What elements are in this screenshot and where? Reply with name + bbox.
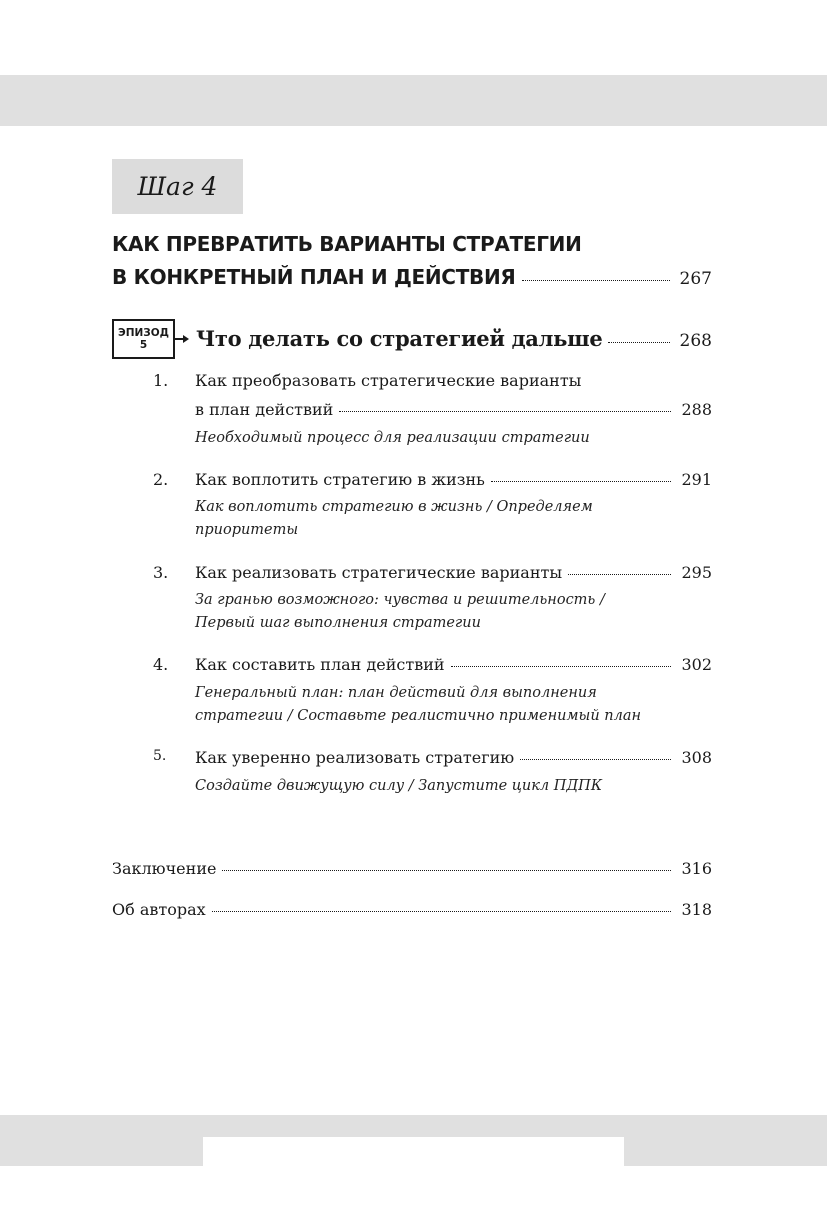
- episode-entry[interactable]: [196, 326, 712, 351]
- item-title: Как реализовать стратегические варианты: [195, 563, 563, 582]
- page-number: 288: [681, 400, 712, 419]
- entry-title: Заключение: [112, 859, 217, 878]
- toc-entry[interactable]: [195, 655, 712, 674]
- episode-badge: [112, 319, 175, 359]
- leader-dots: [212, 911, 672, 912]
- item-subtitle: стратегии / Составьте реалистично применимый план: [195, 708, 642, 724]
- page-number: 267: [679, 269, 712, 289]
- page-number: 291: [681, 470, 712, 489]
- toc-entry[interactable]: [195, 563, 712, 582]
- leader-dots: [222, 870, 671, 871]
- toc-entry-authors[interactable]: [112, 900, 712, 919]
- episode-badge-word: ЭПИЗОД: [117, 327, 170, 339]
- header-band: [0, 75, 827, 126]
- item-number: 4.: [153, 655, 169, 674]
- footer-notch: [203, 1137, 624, 1166]
- page-number: 308: [681, 748, 712, 767]
- leader-dots: [568, 574, 671, 575]
- leader-dots: [608, 342, 669, 343]
- page-number: 318: [681, 900, 712, 919]
- item-subtitle: Генеральный план: план действий для выполнения: [195, 685, 597, 701]
- toc-entry[interactable]: [195, 400, 712, 419]
- item-title-line1: Как преобразовать стратегические варианты: [195, 371, 582, 390]
- leader-dots: [451, 666, 672, 667]
- toc-entry[interactable]: [195, 748, 712, 767]
- section-title-line2: В КОНКРЕТНЫЙ ПЛАН И ДЕЙСТВИЯ: [112, 265, 516, 289]
- item-subtitle: Первый шаг выполнения стратегии: [195, 615, 481, 631]
- leader-dots: [522, 280, 670, 281]
- item-subtitle: Создайте движущую силу / Запустите цикл ПДПК: [195, 778, 603, 794]
- toc-entry-conclusion[interactable]: [112, 859, 712, 878]
- leader-dots: [339, 411, 671, 412]
- arrow-right-icon: [175, 332, 189, 346]
- page-number: 268: [679, 331, 712, 351]
- page-number: 295: [681, 563, 712, 582]
- item-subtitle: Необходимый процесс для реализации стратегии: [195, 430, 590, 446]
- item-subtitle: приоритеты: [195, 522, 299, 538]
- section-title-entry[interactable]: [112, 265, 712, 289]
- section-title-line1: КАК ПРЕВРАТИТЬ ВАРИАНТЫ СТРАТЕГИИ: [112, 232, 582, 256]
- item-subtitle: Как воплотить стратегию в жизнь / Определяем: [195, 499, 593, 515]
- item-title: Как составить план действий: [195, 655, 445, 674]
- item-number: 5.: [153, 748, 167, 764]
- toc-entry[interactable]: [195, 470, 712, 489]
- item-title: Как воплотить стратегию в жизнь: [195, 470, 485, 489]
- page-number: 302: [681, 655, 712, 674]
- item-number: 1.: [153, 371, 169, 390]
- episode-title: Что делать со стратегией дальше: [196, 326, 603, 351]
- item-title: Как уверенно реализовать стратегию: [195, 748, 515, 767]
- episode-badge-number: 5: [139, 339, 148, 351]
- page-number: 316: [681, 859, 712, 878]
- entry-title: Об авторах: [112, 900, 206, 919]
- leader-dots: [520, 759, 671, 760]
- step-label: Шаг 4: [137, 172, 218, 201]
- item-number: 3.: [153, 563, 169, 582]
- step-label-box: [112, 159, 243, 214]
- leader-dots: [491, 481, 672, 482]
- item-number: 2.: [153, 470, 169, 489]
- item-subtitle: За гранью возможного: чувства и решительность /: [195, 592, 605, 608]
- item-title-line2: в план действий: [195, 400, 334, 419]
